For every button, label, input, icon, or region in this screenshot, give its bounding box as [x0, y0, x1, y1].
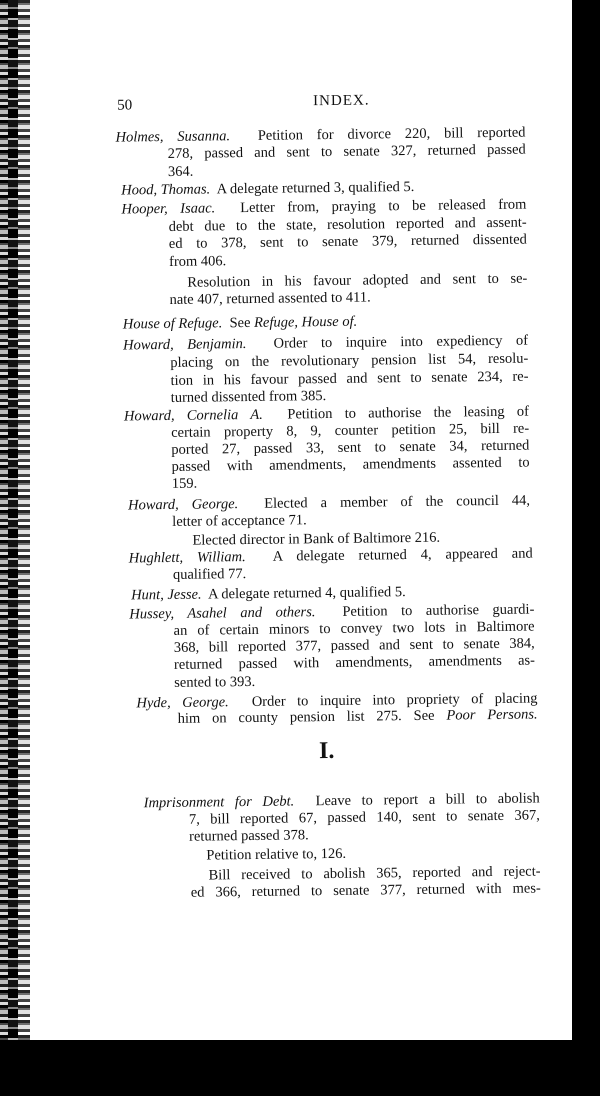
entry-text: sented to 393.: [174, 673, 256, 691]
index-entry-line: [131, 584, 406, 604]
entry-text: See: [222, 314, 255, 332]
entry-text: 364.: [167, 163, 194, 180]
entry-headword: House of Refuge.: [122, 315, 223, 333]
entry-text: A delegate returned 3, qualified 5.: [210, 178, 415, 198]
entry-text: debt due to the state, resolution reported and assent-: [168, 214, 527, 235]
entry-text: 368, bill reported 377, passed and sent to senate 384,: [173, 635, 535, 656]
entry-headword: Howard, Benjamin.: [122, 336, 247, 354]
entry-text: qualified 77.: [172, 566, 247, 583]
index-continuation-line: [172, 512, 307, 531]
entry-text: ported 27, passed 33, sent to senate 34, returned: [171, 437, 530, 458]
index-continuation-line: [168, 164, 194, 181]
entry-text: 7, bill reported 67, passed 140, sent to senate 367,: [188, 807, 540, 828]
index-continuation-line: [169, 289, 370, 308]
cross-reference: Refuge, House of.: [254, 313, 358, 331]
index-continuation-line: [206, 846, 346, 865]
index-continuation-line: [170, 369, 528, 390]
entry-headword: Howard, George.: [127, 496, 239, 514]
index-continuation-line: [173, 566, 246, 584]
entry-text: 159.: [171, 475, 198, 492]
entry-text: placing on the revolutionary pension list 54, resolu-: [170, 350, 529, 371]
index-continuation-line: [169, 253, 226, 271]
entry-text: ed 366, returned to senate 377, returned with mes-: [190, 880, 541, 901]
entry-headword: Holmes, Susanna.: [115, 128, 231, 146]
index-entry-line: [121, 179, 414, 200]
index-continuation-line: [169, 232, 527, 253]
entry-text: ed to 378, sent to senate 379, returned dissented: [168, 231, 527, 252]
entry-headword: Hughlett, William.: [128, 549, 246, 567]
index-continuation-line: [189, 807, 540, 828]
entry-text: Resolution in his favour adopted and sent to se-: [187, 270, 528, 291]
entry-text: Leave to report a bill to abolish: [294, 790, 540, 810]
entry-headword: Howard, Cornelia A.: [123, 406, 263, 425]
entry-headword: Hussey, Asahel and others.: [129, 604, 316, 623]
index-entry-line: [123, 314, 358, 334]
index-entry-line: [128, 493, 530, 515]
entry-text: Letter from, praying to be released from: [215, 196, 527, 217]
entry-text: Order to inquire into propriety of placing: [228, 690, 538, 711]
entry-text: letter of acceptance 71.: [172, 512, 307, 530]
entry-text: from 406.: [168, 253, 227, 270]
entry-text: Petition relative to, 126.: [206, 845, 347, 864]
cross-reference: Poor Persons.: [446, 706, 538, 724]
entry-text: Petition for divorce 220, bill reported: [229, 124, 526, 145]
entry-text: returned passed 378.: [189, 827, 309, 845]
index-entry-line: [129, 546, 533, 568]
entry-text: 278, passed and sent to senate 327, returned passed: [167, 141, 526, 162]
index-continuation-line: [174, 674, 255, 692]
entry-text: Petition to authorise guardi-: [315, 601, 535, 621]
entry-text: certain property 8, 9, counter petition 25, bill re-: [171, 420, 530, 441]
entry-headword: Hood, Thomas.: [121, 181, 211, 199]
entry-text: nate 407, returned assented to 411.: [169, 289, 371, 308]
index-continuation-line: [171, 455, 529, 476]
entry-headword: Hunt, Jesse.: [131, 586, 202, 604]
entry-text: tion in his favour passed and sent to senate 234, re-: [170, 368, 529, 389]
entry-text: A delegate returned 4, qualified 5.: [201, 584, 406, 603]
entry-text: Petition to authorise the leasing of: [262, 403, 530, 423]
entry-headword: Hooper, Isaac.: [121, 200, 216, 218]
entry-text: an of certain minors to convey two lots in Baltimore: [173, 618, 535, 639]
index-continuation-line: [189, 827, 309, 845]
entry-text: A delegate returned 4, appeared and: [245, 545, 533, 566]
entry-text: turned dissented from 385.: [170, 388, 327, 406]
entry-text: Bill received to abolish 365, reported and reject-: [208, 863, 541, 884]
section-letter: I.: [318, 737, 335, 765]
entry-text: passed with amendments, amendments assented to: [171, 454, 530, 475]
entry-headword: Imprisonment for Debt.: [143, 793, 295, 812]
entry-headword: Hyde, George.: [136, 694, 229, 712]
entry-text: Elected a member of the council 44,: [238, 492, 531, 513]
entry-text: Order to inquire into expediency of: [246, 332, 529, 353]
index-continuation-line: [178, 706, 538, 727]
index-continuation-line: [171, 388, 327, 407]
index-continuation-line: [172, 476, 198, 493]
index-continuation-line: [168, 142, 526, 163]
page-header: INDEX.: [313, 92, 370, 110]
entry-text: Elected director in Bank of Baltimore 216.: [192, 529, 441, 549]
page-number: 50: [117, 97, 133, 114]
index-continuation-line: [187, 271, 527, 292]
index-continuation-line: [191, 880, 541, 901]
entry-text: returned passed with amendments, amendments as-: [173, 652, 536, 673]
entry-text: him on county pension list 275. See: [177, 707, 447, 727]
index-continuation-line: [174, 653, 535, 674]
